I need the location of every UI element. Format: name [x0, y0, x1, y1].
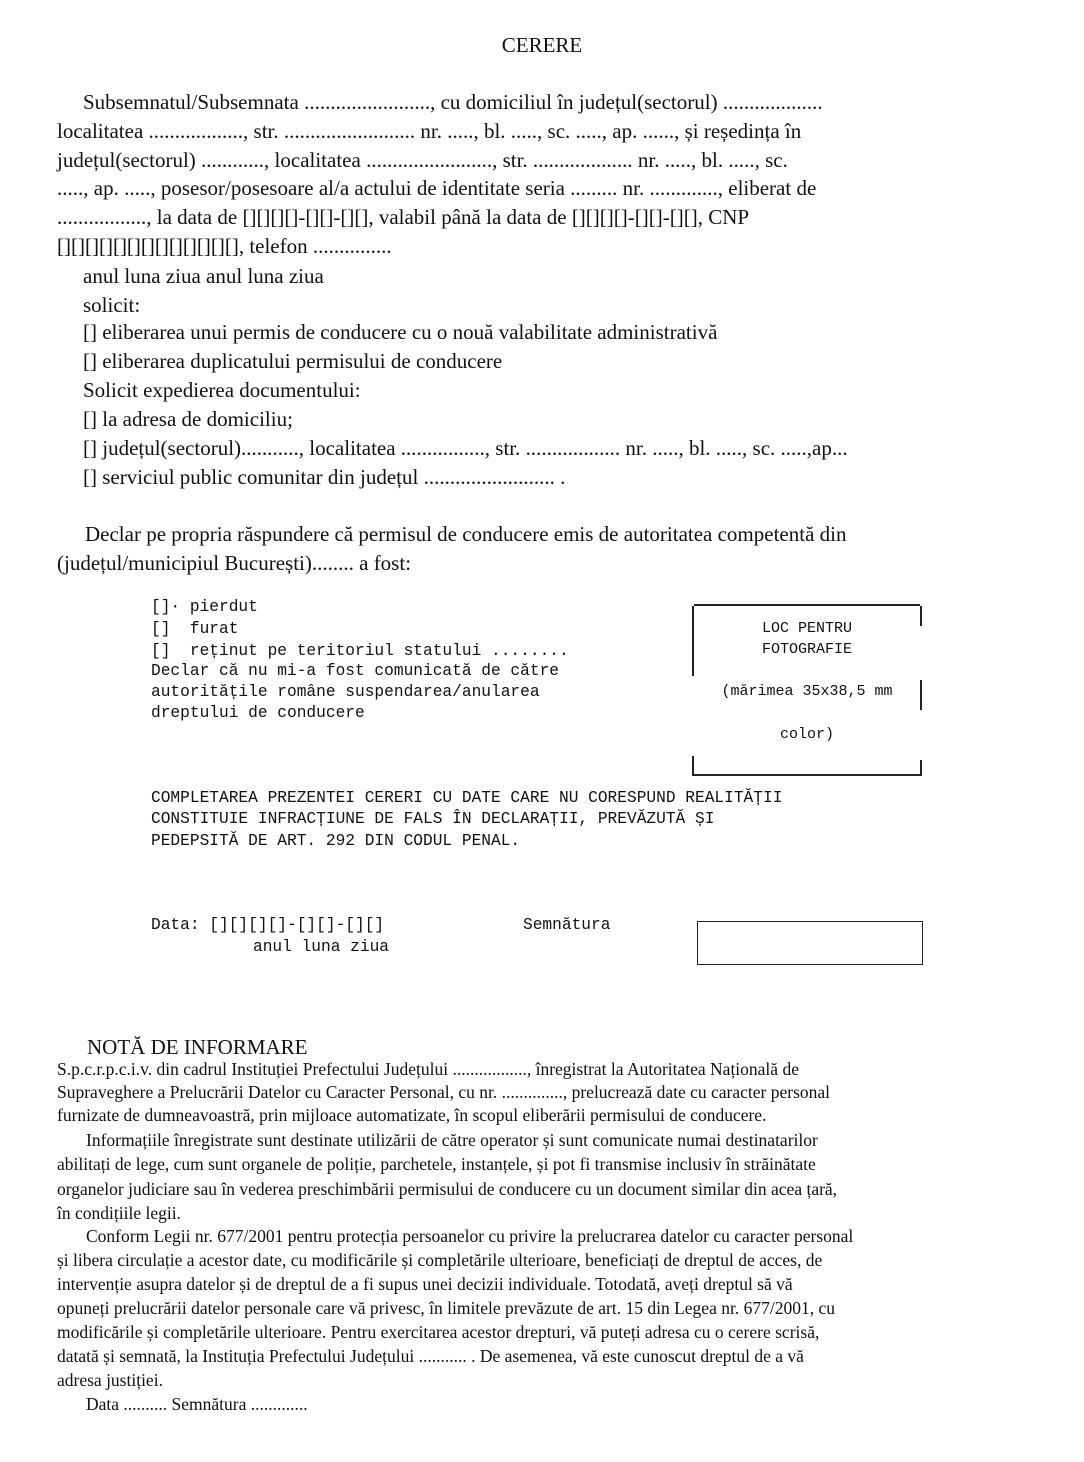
status-stolen: [] furat — [151, 620, 239, 638]
photo-box-line-4: color) — [779, 726, 834, 743]
note-line-10: intervenție asupra datelor și de dreptul de a fi supus unei decizii individuale. Totodată, aveți dreptul să vă — [57, 1274, 793, 1294]
form-line-4: ....., ap. ....., posesor/posesoare al/a actului de identitate seria ......... nr. ............., eliberat de — [57, 176, 817, 200]
photo-box-line-2: FOTOGRAFIE — [761, 641, 852, 658]
form-line-3: județul(sectorul) ............, localitatea ........................, str. ................... nr. ....., bl. ....., sc. — [57, 148, 788, 172]
warning-line-1: COMPLETAREA PREZENTEI CERERI CU DATE CARE NU CORESPUND REALITĂȚII — [151, 789, 783, 807]
status-lost: []· pierdut — [151, 598, 258, 616]
note-line-13: datată și semnată, la Instituția Prefectului Județului ........... . De asemenea, vă este cunoscut dreptul de a vă — [57, 1346, 804, 1366]
suspension-declaration-line-2: autoritățile române suspendarea/anularea — [151, 683, 540, 701]
note-footer: Data .......... Semnătura ............. — [86, 1394, 308, 1414]
date-field: Data: [][][][]-[][]-[][] — [151, 916, 385, 934]
declaration-line-1: Declar pe propria răspundere că permisul de conducere emis de autoritatea competentă din — [85, 522, 847, 546]
photo-box-line-3: (mărimea 35x38,5 mm — [721, 683, 893, 700]
suspension-declaration-line-1: Declar că nu mi-a fost comunicată de către — [151, 662, 559, 680]
note-line-12: modificările și completările ulterioare. Pentru exercitarea acestor drepturi, vă puteți adresa cu o cerere scrisă, — [57, 1322, 820, 1342]
note-line-9: și libera circulație a acestor date, cu modificările și completările ulterioare, beneficiați de dreptul de acces, de — [57, 1250, 823, 1270]
note-line-3: furnizate de dumneavoastră, prin mijloace automatizate, în scopul eliberării permisului de conducere. — [57, 1105, 767, 1125]
note-line-4: Informațiile înregistrate sunt destinate utilizării de către operator și sunt comunicate numai destinatarilor — [86, 1130, 818, 1150]
signature-box — [697, 921, 923, 965]
form-line-2: localitatea .................., str. ......................... nr. ....., bl. ....., sc. ....., ap. ......, și reședința în — [57, 119, 802, 143]
warning-line-2: CONSTITUIE INFRACȚIUNE DE FALS ÎN DECLARAȚII, PREVĂZUTĂ ȘI — [151, 810, 715, 828]
delivery-option-address: [] județul(sectorul)..........., localitatea ................, str. .................. nr. ....., bl. ....., sc. .....,ap... — [83, 436, 848, 460]
delivery-option-home: [] la adresa de domiciliu; — [83, 407, 293, 431]
note-line-5: abilitați de lege, cum sunt organele de poliție, parchetele, instanțele, și pot fi transmise inclusiv în străinătate — [57, 1154, 816, 1174]
date-field-caption: anul luna ziua — [253, 938, 389, 956]
request-option-new-validity: [] eliberarea unui permis de conducere cu o nouă valabilitate administrativă — [83, 320, 718, 344]
suspension-declaration-line-3: dreptului de conducere — [151, 704, 365, 722]
form-line-6: [][][][][][][][][][][][][], telefon ............... — [57, 234, 392, 258]
photo-box-line-1: LOC PENTRU — [761, 620, 852, 637]
note-line-8: Conform Legii nr. 677/2001 pentru protecția persoanelor cu privire la prelucrarea datelor cu caracter personal — [86, 1226, 854, 1246]
declaration-line-2: (județul/municipiul București)........ a fost: — [57, 551, 412, 575]
delivery-option-public-service: [] serviciul public comunitar din județul ......................... . — [83, 465, 566, 489]
signature-label: Semnătura — [523, 916, 611, 934]
note-line-11: opuneți prelucrării datelor personale care vă privesc, în limitele prevăzute de art. 15 din Legea nr. 677/2001, cu — [57, 1298, 835, 1318]
note-line-1: S.p.c.r.p.c.i.v. din cadrul Instituției Prefectului Județului ................., înregistrat la Autoritatea Națională de — [57, 1059, 799, 1079]
status-retained: [] reținut pe teritoriul statului ........ — [151, 642, 569, 660]
note-line-2: Supraveghere a Prelucrării Datelor cu Caracter Personal, cu nr. .............., prelucrează date cu caracter personal — [57, 1082, 831, 1102]
request-label: solicit: — [83, 293, 141, 317]
delivery-label: Solicit expedierea documentului: — [83, 378, 361, 402]
warning-line-3: PEDEPSITĂ DE ART. 292 DIN CODUL PENAL. — [151, 832, 521, 850]
request-option-duplicate: [] eliberarea duplicatului permisului de conducere — [83, 349, 503, 373]
note-line-14: adresa justiției. — [57, 1370, 163, 1390]
form-title: CERERE — [501, 33, 583, 57]
form-line-1: Subsemnatul/Subsemnata ........................, cu domiciliul în județul(sectorul) ................... — [83, 90, 823, 114]
note-heading: NOTĂ DE INFORMARE — [87, 1035, 308, 1059]
note-line-6: organelor judiciare sau în vederea preschimbării permisului de conducere cu un document similar din acea țară, — [57, 1179, 838, 1199]
photo-placeholder-box — [694, 604, 920, 774]
date-caption: anul luna ziua anul luna ziua — [83, 264, 324, 288]
form-line-5: ................., la data de [][][][]-[][]-[][], valabil până la data de [][][][]-[][]-[][], CNP — [57, 205, 750, 229]
note-line-7: în condițiile legii. — [57, 1203, 181, 1223]
